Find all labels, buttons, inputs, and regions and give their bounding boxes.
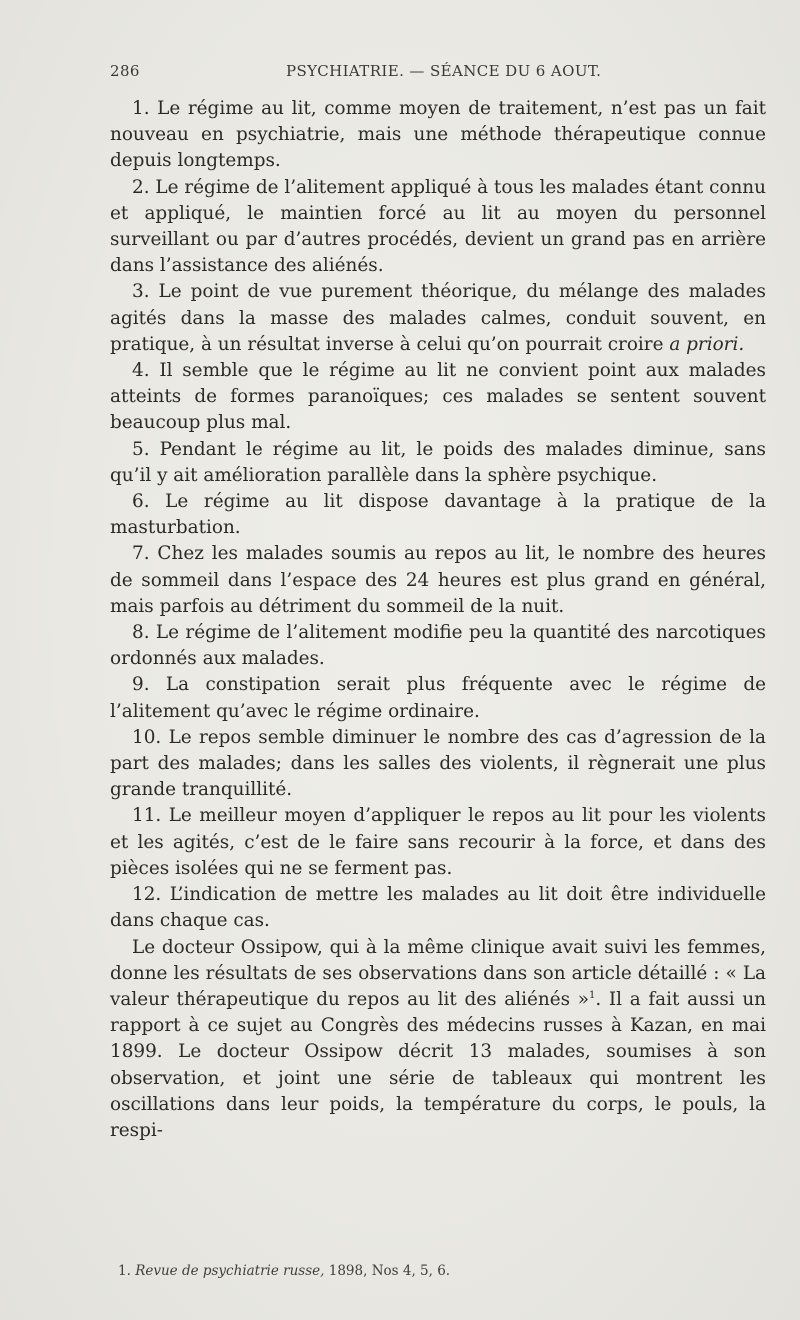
footnote-details: 1898, Nos 4, 5, 6. — [328, 1263, 451, 1279]
paragraph-7: 7. Chez les malades soumis au repos au lit, le nombre des heures de sommeil dans l’espace des 24 heures est plus grand en général, mais parfois au détriment du sommeil de la nuit. — [110, 543, 766, 617]
paragraph-12: 12. L’indication de mettre les malades au lit doit être individuelle dans chaque cas. — [110, 884, 766, 932]
paragraph-1: 1. Le régime au lit, comme moyen de traitement, n’est pas un fait nouveau en psychiatrie, mais une méthode thérapeutique connue depuis longtemps. — [110, 98, 766, 172]
paragraph-10: 10. Le repos semble diminuer le nombre des cas d’agression de la part des malades; dans les salles des violents, il règnerait une plus grande tranquillité. — [110, 726, 766, 801]
footnote — [118, 1263, 718, 1279]
paragraph-9: 9. La constipation serait plus fréquente avec le régime de l’alitement qu’avec le régime ordinaire. — [110, 674, 766, 722]
page-number: 286 — [110, 62, 140, 80]
footnote-title: Revue de psychiatrie russe, — [135, 1263, 325, 1279]
paragraph-3-text: 3. Le point de vue purement théorique, du mélange des malades agités dans la masse des malades calmes, conduit souvent, en pratique, à un résultat inverse à celui qu’on pourrait croire — [110, 281, 766, 355]
running-title: PSYCHIATRIE. — SÉANCE DU 6 AOUT. — [286, 62, 602, 80]
footnote-number: 1. — [118, 1263, 131, 1279]
ossipow-text-b: . Il a fait aussi un rapport à ce sujet au Congrès des médecins russes à Kazan, en mai 1899. Le docteur Ossipow décrit 13 malades, soumises à son observation, et joint une série de tableaux qui montrent les oscillations dans leur poids, la température du corps, le pouls, la respi- — [110, 988, 767, 1141]
paragraph-4: 4. Il semble que le régime au lit ne convient point aux malades atteints de formes paranoïques; ces malades se sentent souvent beaucoup plus mal. — [110, 360, 766, 434]
paragraph-6: 6. Le régime au lit dispose davantage à la pratique de la masturbation. — [110, 491, 766, 539]
paragraph-8: 8. Le régime de l’alitement modifie peu la quantité des narcotiques ordonnés aux malades. — [110, 622, 766, 670]
footnote-ref: 1 — [588, 989, 596, 1001]
paragraph-ossipow — [110, 935, 766, 1145]
paragraph-3-italic: a priori. — [669, 333, 745, 355]
body-text — [110, 96, 766, 1144]
paragraph-11: 11. Le meilleur moyen d’appliquer le repos au lit pour les violents et les agités, c’est de le faire sans recourir à la force, et dans des pièces isolées qui ne se ferment pas. — [110, 805, 766, 879]
paragraph-5: 5. Pendant le régime au lit, le poids des malades diminue, sans qu’il y ait amélioration parallèle dans la sphère psychique. — [110, 438, 766, 486]
running-header — [110, 62, 698, 82]
paragraph-2: 2. Le régime de l’alitement appliqué à tous les malades étant connu et appliqué, le maintien forcé au lit au moyen du personnel surveillant ou par d’autres procédés, devient un grand pas en arrière dans l’assistance des aliénés. — [110, 176, 766, 277]
paragraph-3 — [110, 279, 766, 358]
ossipow-text-a: Le docteur Ossipow, qui à la même clinique avait suivi les femmes, donne les résultats de ses observations dans son article détaillé : « La valeur thérapeutique du repos au lit des aliénés » — [110, 936, 766, 1010]
